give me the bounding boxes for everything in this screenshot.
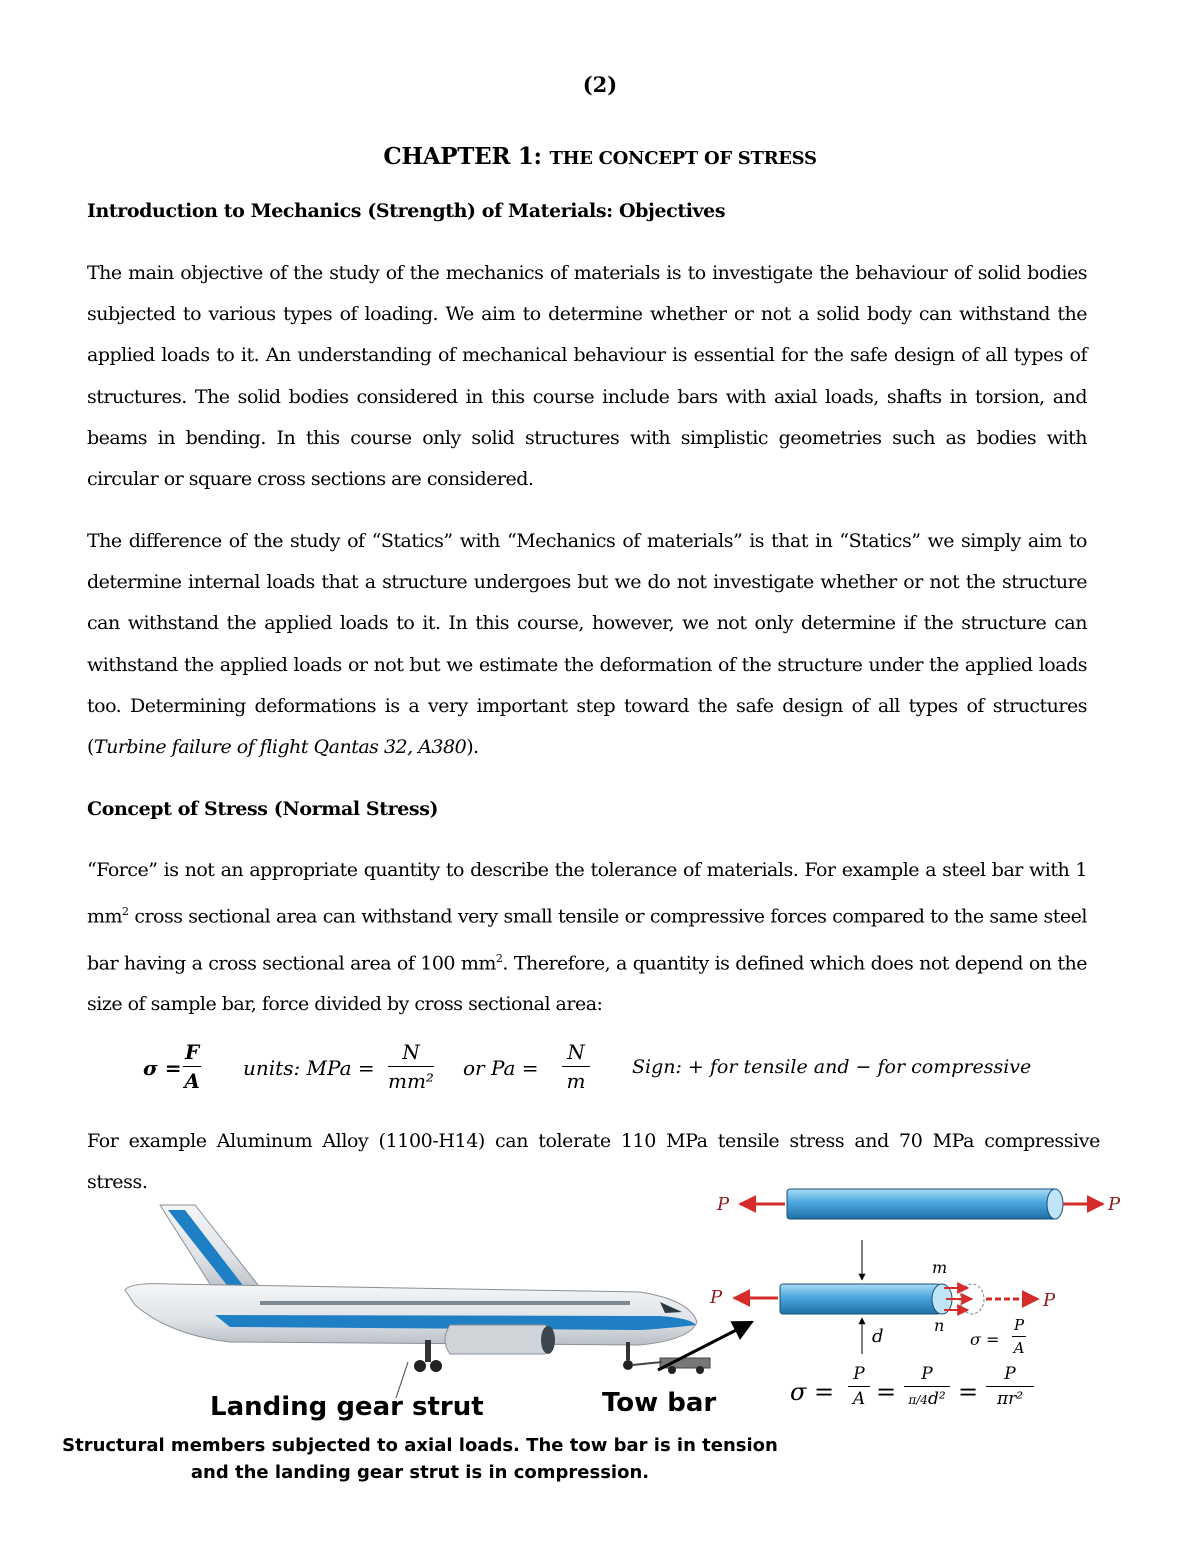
label-m: m bbox=[932, 1258, 948, 1277]
force-text-2: cross sectional area can withstand very small tensile or compressive forces compared to the same steel bar having a cross sectional area of 100 mm bbox=[87, 905, 1087, 975]
paragraph-statics-end: ). bbox=[466, 736, 479, 759]
formula-eq1: = bbox=[876, 1378, 897, 1406]
label-d: d bbox=[872, 1326, 884, 1347]
eq-F: F bbox=[183, 1040, 201, 1067]
eq-or-pa: or Pa = bbox=[463, 1056, 539, 1080]
formula-pir2: πr² bbox=[996, 1389, 1024, 1409]
force-text-1: “Force” is not an appropriate quantity to describe the tolerance of materials. For example a steel bar with 1 mm bbox=[87, 859, 1087, 928]
bar-tension bbox=[740, 1189, 1103, 1219]
small-P: P bbox=[1012, 1316, 1026, 1337]
eq-N2: N bbox=[562, 1040, 590, 1067]
label-P-tension-right: P bbox=[1108, 1194, 1121, 1215]
paragraph-force-definition bbox=[87, 850, 1087, 1025]
paragraph-objectives: The main objective of the study of the mechanics of materials is to investigate the behaviour of solid bodies subjected to various types of loading. We aim to determine whether or not a solid body can withstand the applied loads to it. An understanding of mechanical behaviour is essential for the safe design of all types of structures. The solid bodies considered in this course include bars with axial loads, shafts in torsion, and beams in bending. In this course only solid structures with simplistic geometries such as bodies with circular or square cross sections are considered. bbox=[87, 262, 1087, 491]
eq-mm2: mm² bbox=[388, 1069, 434, 1093]
label-P-cut-right: P bbox=[1043, 1290, 1056, 1311]
eq-N1: N bbox=[388, 1040, 434, 1067]
eq-sign-convention: Sign: + for tensile and − for compressive bbox=[632, 1056, 1032, 1078]
small-sigma: σ = bbox=[970, 1330, 1000, 1349]
label-landing-gear-strut: Landing gear strut bbox=[210, 1392, 484, 1422]
label-P-cut-left: P bbox=[710, 1287, 723, 1308]
formula-P1: P bbox=[848, 1364, 870, 1387]
formula-P3: P bbox=[986, 1364, 1034, 1387]
section-heading-objectives: Introduction to Mechanics (Strength) of Materials: Objectives bbox=[87, 200, 726, 222]
paragraph-aluminum-example: For example Aluminum Alloy (1100-H14) can tolerate 110 MPa tensile stress and 70 MPa compressive stress. bbox=[87, 1130, 1100, 1193]
formula-frac-p-pid2 bbox=[904, 1364, 950, 1409]
qantas-reference: Turbine failure of flight Qantas 32, A380 bbox=[93, 736, 467, 759]
chapter-title bbox=[0, 143, 1200, 170]
force-text-3: . Therefore, a quantity is defined which does not depend on the size of sample bar, force divided by cross sectional area: bbox=[87, 952, 1087, 1016]
page-number: (2) bbox=[582, 72, 618, 97]
label-tow-bar: Tow bar bbox=[602, 1388, 717, 1418]
formula-sigma: σ = bbox=[790, 1378, 835, 1406]
formula-pi4: π/4 bbox=[908, 1393, 928, 1407]
formula-frac-p-pir2 bbox=[986, 1364, 1034, 1409]
chapter-name: THE CONCEPT OF STRESS bbox=[549, 148, 817, 169]
formula-pi4-d2 bbox=[904, 1387, 950, 1409]
eq-m: m bbox=[566, 1069, 586, 1093]
figure-caption: Structural members subjected to axial loads. The tow bar is in tension and the landing gear strut is in compression. bbox=[62, 1435, 778, 1483]
eq-frac-f-a bbox=[183, 1040, 201, 1093]
formula-P2: P bbox=[904, 1364, 950, 1387]
small-A: A bbox=[1013, 1339, 1025, 1357]
eq-A: A bbox=[184, 1069, 200, 1093]
paragraph-statics-difference bbox=[87, 521, 1087, 768]
airplane bbox=[125, 1205, 752, 1398]
small-frac-p-a bbox=[1012, 1316, 1026, 1357]
section-heading-stress: Concept of Stress (Normal Stress) bbox=[87, 798, 439, 820]
eq-frac-n-mm2 bbox=[388, 1040, 434, 1093]
formula-A: A bbox=[852, 1389, 866, 1409]
paragraph-statics-text: The difference of the study of “Statics” with “Mechanics of materials” is that in “Statics” we simply aim to determine internal loads that a structure undergoes but we do not investigate whether or not the structure can withstand the applied loads to it. In this course, however, we not only determine if the structure can withstand the applied loads or not but we estimate the deformation of the structure under the applied loads too. Determining deformations is a very important step toward the safe design of all types of structures ( bbox=[87, 530, 1087, 759]
eq-sigma: σ = bbox=[143, 1056, 182, 1080]
formula-eq2: = bbox=[958, 1378, 979, 1406]
label-P-tension-left: P bbox=[717, 1194, 730, 1215]
eq-frac-n-m bbox=[562, 1040, 590, 1093]
formula-d2: d² bbox=[927, 1389, 946, 1409]
formula-frac-p-a bbox=[848, 1364, 870, 1409]
stress-equation bbox=[0, 1040, 1200, 1100]
label-n: n bbox=[934, 1316, 945, 1335]
chapter-prefix: CHAPTER 1: bbox=[383, 143, 550, 170]
superscript-2a: 2 bbox=[122, 905, 129, 919]
eq-units: units: MPa = bbox=[243, 1056, 375, 1080]
superscript-2b: 2 bbox=[495, 951, 503, 965]
